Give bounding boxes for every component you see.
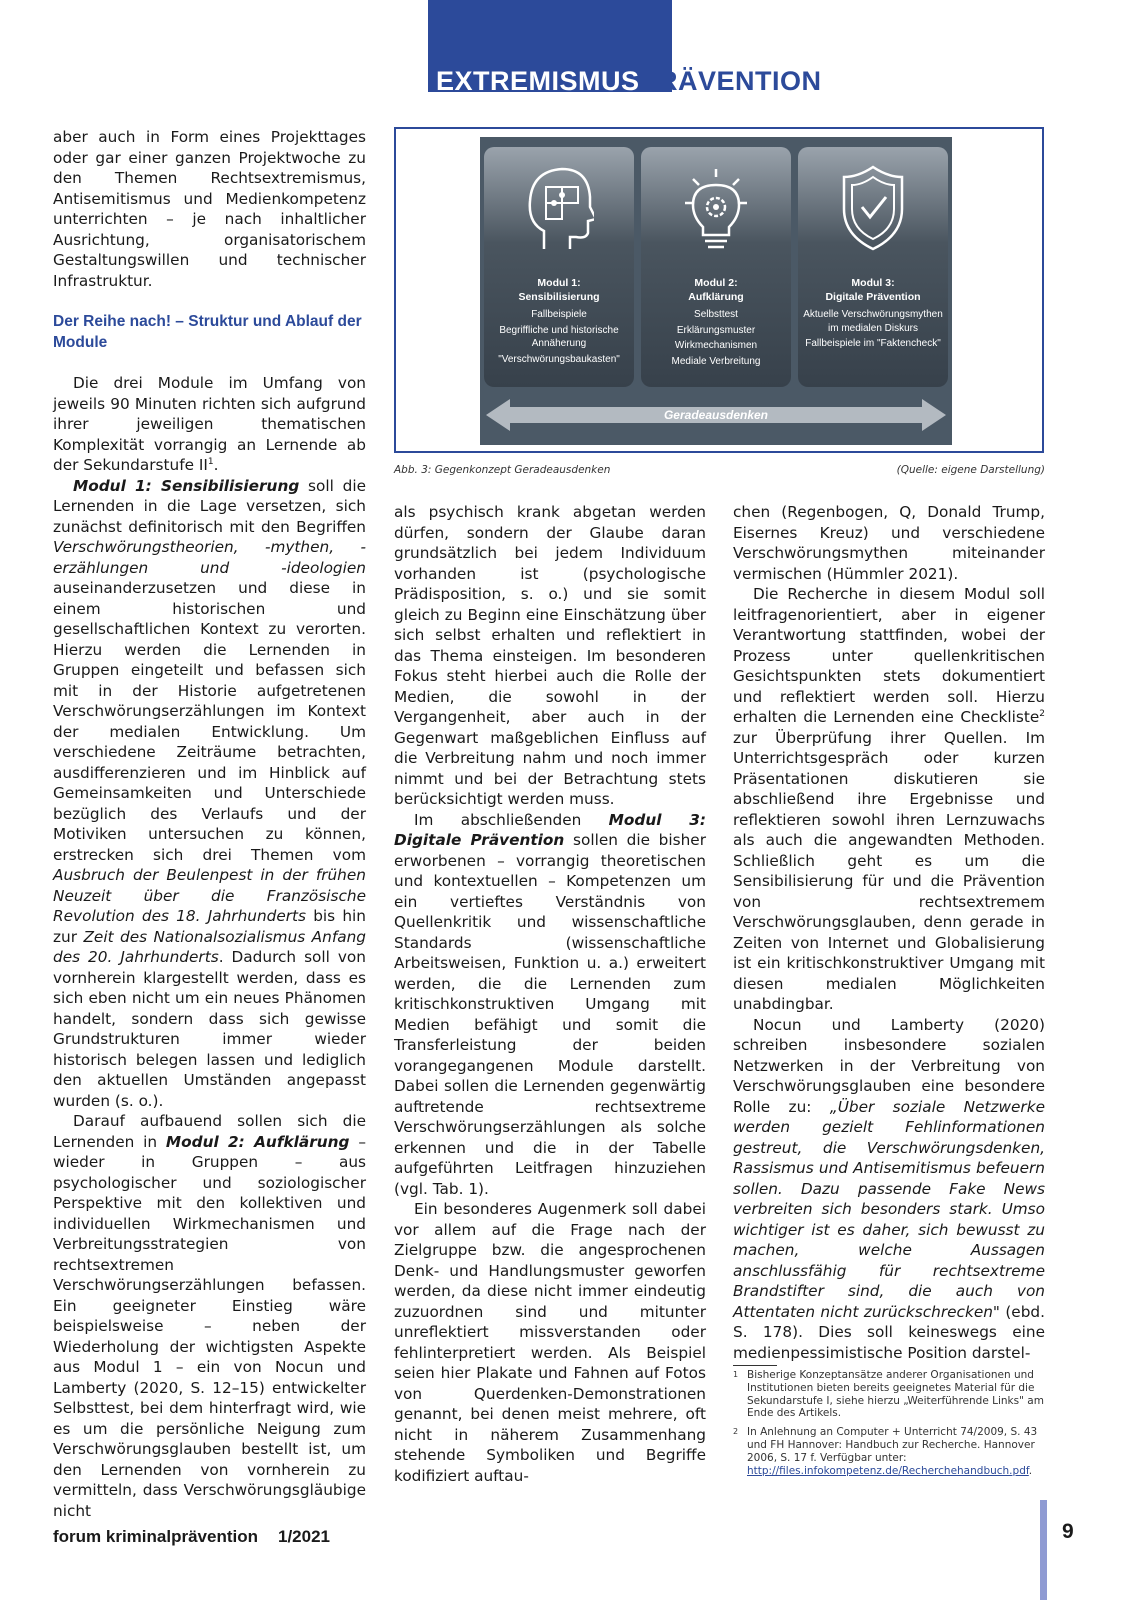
footnote: 1 Bisherige Konzeptansätze anderer Organisationen und Institutionen bieten bereits geeignetes Material für die Sekundarstufe I, siehe hierzu „Weiterführende Links" am Ende des Artikels. — [733, 1369, 1044, 1420]
page-number: 9 — [1062, 1520, 1074, 1543]
module-text-3: Modul 3: Digitale Prävention Aktuelle Verschwörungsmythen im medialen Diskurs Fallbeispiele im "Faktencheck" — [803, 277, 943, 349]
figure-graphic — [480, 137, 952, 445]
footnote-ref: 2 — [1039, 708, 1045, 719]
head-puzzle-icon — [524, 163, 594, 253]
paragraph: Ein besonderes Augenmerk soll dabei vor allem auf die Frage nach der Zielgruppe bzw. die angesprochenen Denk- und Handlungsmuster geworfen werden, da diese nicht immer eindeutig zuzuordnen sind und mitunter unreflektiert missverstanden oder fehlinterpretiert werden. Als Beispiel seien hier Plakate und Fahnen auf Fotos von Querdenken-Demonstrationen genannt, bei denen meist mehrere, oft nicht in näherem Zusammenhang stehende Symboliken und Begriffe kodifiziert auftau- — [394, 1200, 706, 1485]
arrow-label: Geradeausdenken — [663, 408, 769, 422]
paragraph: Die Recherche in diesem Modul soll leitfragenorientiert, aber in eigener Verantwortung stattfinden, wobei der Prozess unter quellenkritischen Gesichtspunkten stets dokumentiert und reflektiert werden soll. Hierzu erhalten die Lernenden eine Checkliste$^2$ zur Überprüfung ihrer Quellen. Im Unterrichtsgespräch oder kurzen Präsentationen diskutieren sie abschließend ihre Ergebnisse und reflektieren sowohl ihren Lernzuwachs als auch die angewandten Methoden. Schließlich geht es um die Sensibilisierung für und die Prävention von rechtsextremem Verschwörungsglauben, denn gerade in Zeiten von Internet und Globalisierung ist ein kritischkonstruktiver Umgang mit diesen medialen Möglichkeiten unabdingbar. — [733, 585, 1045, 1013]
subheading: Der Reihe nach! – Struktur und Ablauf der Module — [53, 313, 362, 351]
section-title: EXTREMISMUSPRÄVENTION — [436, 66, 822, 96]
footnote-ref: 1 — [207, 456, 214, 467]
footer-accent-bar — [1040, 1500, 1047, 1600]
figure-source: (Quelle: eigene Darstellung) — [896, 464, 1045, 476]
footnotes — [733, 1369, 1045, 1483]
text-column-3 — [733, 502, 1045, 1363]
paragraph: aber auch in Form eines Projekttages oder gar einer ganzen Projektwoche zu den Themen Rechtsextremismus, Antisemitismus und Medienkompetenz unterrichten – je nach inhaltlicher Ausrichtung, organisatorischem Gestaltungswillen und technischer Infrastruktur. — [53, 128, 366, 290]
footer-issue: 1/2021 — [277, 1527, 330, 1546]
footnote-divider — [733, 1365, 777, 1366]
module-panel-1 — [484, 147, 634, 387]
module-panel-3 — [798, 147, 948, 387]
module-panel-2 — [641, 147, 791, 387]
paragraph: chen (Regenbogen, Q, Donald Trump, Eisernes Kreuz) und verschiedene Verschwörungsmythen miteinander vermischen (Hümmler 2021). — [733, 503, 1045, 583]
footer-journal: forum kriminalprävention 1/2021 — [53, 1527, 330, 1546]
module-text-2: Modul 2: Aufklärung Selbsttest Erklärungsmuster Wirkmechanismen Mediale Verbreitung — [671, 277, 761, 367]
paragraph: Modul 1: Sensibilisierung soll die Lernenden in die Lage versetzen, sich zunächst definitorisch mit den Begriffen Verschwörungstheorien, -mythen, -erzählungen und -ideologien auseinanderzusetzen und diese in einem historischen und gesellschaftlichen Kontext zu verorten. Hierzu werden die Lernenden in Gruppen eingeteilt und befassen sich mit in der Historie aufgetretenen Verschwörungserzählungen im Kontext der medialen Entwicklung. Um verschiedene Zeiträume betrachten, ausdifferenzieren und im Hinblick auf Gemeinsamkeiten und Unterschiede bezüglich des Verlaufs und der Motiviken untersuchen zu können, erstrecken sich drei Themen vom Ausbruch der Beulenpest in der frühen Neuzeit über die Französische Revolution des 18. Jahrhunderts bis hin zur Zeit des Nationalsozialismus Anfang des 20. Jahrhunderts. Dadurch soll von vornherein klargestellt werden, dass es sich eben nicht um ein neues Phänomen handelt, sondern dass sich gewisse Grundstrukturen immer wieder historisch belegen lassen und lediglich den aktuellen Umständen angepasst wurden (s. o.). — [53, 476, 366, 1110]
figure-frame — [394, 127, 1044, 453]
text-column-2 — [394, 502, 706, 1486]
figure-caption: Abb. 3: Gegenkonzept Geradeausdenken — [394, 464, 611, 476]
paragraph: als psychisch krank abgetan werden dürfen, sondern der Glaube daran grundsätzlich bei jedem Individuum vorhanden ist (psychologische Prädisposition, s. o.) und sie somit gleich zu Beginn eine Einschätzung über sich selbst erhalten und reflektiert in das Thema einsteigen. Im besonderen Fokus steht hierbei auch die Rolle der Medien, die sowohl in der Vergangenheit, aber auch in der Gegenwart maßgeblichen Einfluss auf die Verbreitung nahm und noch immer nimmt und bei der Betrachtung stets berücksichtigt werden muss. — [394, 503, 706, 808]
module-text-1: Modul 1: Sensibilisierung Fallbeispiele Begriffliche und historische Annäherung "Verschwörungsbaukasten" — [498, 277, 620, 365]
shield-check-icon — [838, 163, 908, 253]
lightbulb-gear-icon — [681, 163, 751, 253]
paragraph: Darauf aufbauend sollen sich die Lernenden in Modul 2: Aufklärung – wieder in Gruppen – aus psychologischer und soziologischer Perspektive mit den kollektiven und individuellen Wirkmechanismen und Verbreitungsstrategien von rechtsextremen Verschwörungserzählungen befassen. Ein geeigneter Einstieg wäre beispielsweise – neben der Wiederholung der wichtigsten Aspekte aus Modul 1 – ein von Nocun und Lamberty (2020, S. 12–15) entwickelter Selbsttest, bei dem hinterfragt wird, wie es um die persönliche Neigung zum Verschwörungsglauben bestellt ist, um den Lernenden von vornherein zu vermitteln, dass Verschwörungsgläubige nicht — [53, 1112, 366, 1520]
paragraph: Nocun und Lamberty (2020) schreiben insbesondere sozialen Netzwerken in der Verbreitung von Verschwörungsglauben eine besondere Rolle zu: „Über soziale Netzwerke werden gezielt Fehlinformationen gestreut, die Verschwörungsdenken, Rassismus und Antisemitismus befeuern sollen. Dazu passende Fake News verbreiten sich besonders stark. Umso wichtiger ist es daher, sich bewusst zu machen, welche Aussagen anschlussfähig für rechtsextreme Brandstifter sind, die auch von Attentaten nicht zurückschrecken" (ebd. S. 178). Dies soll keineswegs eine medienpessimistische Position darstel- — [733, 1015, 1045, 1362]
footnote-link[interactable]: http://files.infokompetenz.de/Recherchehandbuch.pdf — [747, 1464, 1029, 1477]
footnote: 2 In Anlehnung an Computer + Unterricht 74/2009, S. 43 und FH Hannover: Handbuch zur Recherche. Hannover 2006, S. 17 f. Verfügbar unter: http://files.infokompetenz.de/Recherchehandbuch.pdf. — [733, 1426, 1038, 1477]
text-column-1 — [53, 127, 366, 1521]
paragraph: Im abschließenden Modul 3: Digitale Prävention sollen die bisher erworbenen – vorrangig theoretischen und kontextuellen – Kompetenzen um ein vertieftes Verständnis von Quellenkritik und wissenschaftliche Standards (wissenschaftliche Arbeitsweisen, Funktion u. a.) erweitert werden, die die Lernenden zum kritischkonstruktiven Umgang mit Medien befähigt und somit die Transferleistung der beiden vorangegangenen Module darstellt. Dabei sollen die Lernenden gegenwärtig auftretende rechtsextreme Verschwörungserzählungen als solche erkennen und die in der Tabelle aufgeführten Leitfragen hinzuziehen (vgl. Tab. 1). — [394, 810, 706, 1198]
paragraph: Die drei Module im Umfang von jeweils 90 Minuten richten sich aufgrund ihrer jeweiligen thematischen Komplexität vorrangig an Lernende ab der Sekundarstufe $II^1$. — [53, 374, 366, 474]
